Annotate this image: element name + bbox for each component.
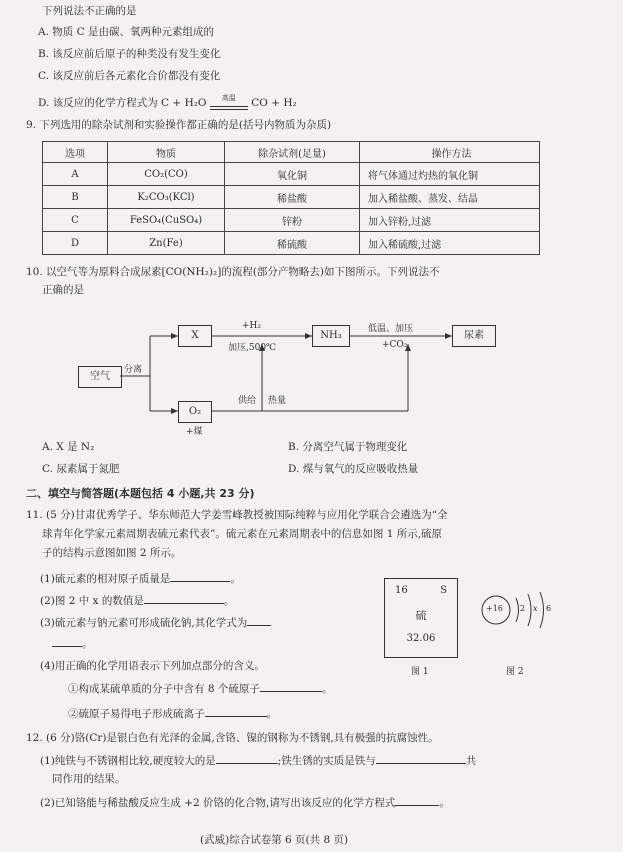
- q8-option-d-rhs: CO + H₂: [251, 97, 297, 109]
- coal-label: +煤: [186, 427, 203, 437]
- q10-option-b: B. 分离空气属于物理变化: [288, 441, 408, 453]
- q12-part1-cont: 同作用的结果。: [52, 773, 126, 785]
- separate-label: 分离: [124, 365, 143, 375]
- atomic-mass: 32.06: [406, 633, 436, 644]
- q12-part1-text: (1)纯铁与不锈钢相比较,硬度较大的是: [40, 755, 216, 767]
- q8-option-c: C. 该反应前后各元素化合价都没有变化: [38, 70, 221, 82]
- q9-stem: 9. 下列选用的除杂试剂和实验操作都正确的是(括号内物质为杂质): [26, 119, 332, 131]
- q11-part3-text: (3)硫元素与钠元素可形成硫化钠,其化学式为: [40, 617, 248, 629]
- element-symbol: S: [440, 585, 447, 596]
- q11-part4b-text: ②硫原子易得电子形成硫离子: [68, 708, 205, 720]
- section-title: 二、填空与简答题(本题包括 4 小题,共 23 分): [26, 487, 255, 500]
- period: 。: [82, 638, 93, 650]
- q11-part2-text: (2)图 2 中 x 的数值是: [40, 595, 144, 607]
- q11-part4b: [68, 706, 277, 721]
- q8-option-d-lhs: D. 该反应的化学方程式为 C + H₂O: [38, 97, 207, 109]
- nucleus-charge: +16: [486, 604, 503, 613]
- answer-blank[interactable]: [260, 681, 322, 692]
- table-cell: A: [43, 163, 108, 186]
- period: 。: [230, 573, 241, 585]
- table-cell: K₂CO₃(KCl): [108, 186, 225, 209]
- table-cell: 氧化铜: [225, 163, 360, 186]
- period: 。: [266, 708, 277, 720]
- o2-box: O₂: [178, 401, 212, 423]
- element-name: 硫: [415, 609, 427, 622]
- shell-electrons-2: x: [533, 604, 538, 613]
- period: 。: [321, 683, 333, 695]
- answer-blank[interactable]: [144, 593, 224, 604]
- answer-blank[interactable]: [395, 795, 439, 806]
- q11-line2: 球青年化学家元素周期表硫元素代表”。硫元素在元素周期表中的信息如图 1 所示,硫原: [42, 528, 443, 540]
- q11-part3-cont: [52, 636, 93, 651]
- table-cell: Zn(Fe): [108, 232, 225, 255]
- q10-stem-line2: 正确的是: [42, 284, 84, 296]
- table-header: 操作方法: [360, 142, 540, 163]
- q11-line3: 子的结构示意图如图 2 所示。: [42, 547, 182, 559]
- heat-label: 热量: [268, 396, 287, 406]
- answer-blank[interactable]: [247, 615, 271, 626]
- shell-electrons-3: 6: [546, 604, 552, 613]
- air-box: 空气: [78, 366, 122, 388]
- table-cell: FeSO₄(CuSO₄): [108, 209, 225, 232]
- q10-stem-line1: 10. 以空气等为原料合成尿素[CO(NH₂)₂]的流程(部分产物略去)如下图所示。下列说法不: [26, 266, 440, 278]
- q11-part1-text: (1)硫元素的相对原子质量是: [40, 573, 171, 585]
- figure1-caption: 图 1: [411, 667, 429, 677]
- table-cell: 将气体通过灼热的氧化铜: [360, 163, 540, 186]
- table-cell: B: [43, 186, 108, 209]
- table-cell: D: [43, 232, 108, 255]
- answer-blank[interactable]: [376, 753, 466, 764]
- figure2-caption: 图 2: [506, 667, 524, 677]
- q12-part1-text2: ;铁生锈的实质是铁与: [277, 755, 376, 767]
- q12-part1: [40, 753, 476, 768]
- answer-blank[interactable]: [52, 636, 82, 647]
- supply-label: 供给: [238, 396, 257, 406]
- atomic-number: 16: [395, 585, 408, 596]
- q11-part4a-text: ①构成某硫单质的分子中含有 8 个硫原子: [68, 683, 260, 695]
- co2-label: +CO₂: [382, 340, 408, 350]
- x-box: X: [178, 325, 212, 347]
- condition2-label: 低温、加压: [368, 324, 414, 334]
- condition1-label: 加压,500℃: [228, 343, 277, 353]
- q10-option-a: A. X 是 N₂: [42, 441, 95, 453]
- table-header: 除杂试剂(足量): [225, 142, 360, 163]
- q12-part2-text: (2)已知铬能与稀盐酸反应生成 +2 价铬的化合物,请写出该反应的化学方程式: [40, 797, 396, 809]
- reaction-condition: 高温: [221, 94, 236, 102]
- table-cell: 锌粉: [225, 209, 360, 232]
- answer-blank[interactable]: [216, 753, 278, 764]
- table-header: 物质: [108, 142, 225, 163]
- q11-line1: 11. (5 分)甘肃优秀学子、华东师范大学姜雪峰教授被国际纯粹与应用化学联合会遴选为“全: [26, 509, 448, 521]
- period: 。: [223, 595, 235, 607]
- q8-option-a: A. 物质 C 是由碳、氧两种元素组成的: [38, 26, 214, 38]
- table-cell: 加入锌粉,过滤: [360, 209, 540, 232]
- q11-part2: [40, 593, 234, 608]
- periodic-table-cell: [384, 578, 458, 658]
- q11-part1: [40, 571, 241, 586]
- answer-blank[interactable]: [205, 706, 267, 717]
- nh3-box: NH₃: [312, 325, 350, 347]
- q8-stem: 下列说法不正确的是: [42, 5, 137, 17]
- table-cell: 加入稀盐酸、蒸发、结晶: [360, 186, 540, 209]
- q8-option-b: B. 该反应前后原子的种类没有发生变化: [38, 48, 221, 60]
- q10-option-d: D. 煤与氧气的反应吸收热量: [288, 463, 419, 475]
- table-cell: 稀盐酸: [225, 186, 360, 209]
- q10-option-c: C. 尿素属于氮肥: [42, 463, 120, 475]
- table-cell: CO₂(CO): [108, 163, 225, 186]
- answer-blank[interactable]: [170, 571, 230, 582]
- q11-part3: [40, 615, 271, 630]
- table-header: 选项: [43, 142, 108, 163]
- page-footer: (武威)综合试卷第 6 页(共 8 页): [200, 834, 349, 846]
- h2-label: +H₂: [242, 321, 261, 331]
- table-cell: 加入稀硫酸,过滤: [360, 232, 540, 255]
- q12-line1: 12. (6 分)铬(Cr)是银白色有光泽的金属,含铬、镍的钢称为不锈钢,具有极强的抗腐蚀性。: [26, 732, 439, 744]
- shell-electrons-1: 2: [520, 604, 526, 613]
- period: 。: [439, 797, 450, 809]
- urea-box: 尿素: [452, 325, 496, 347]
- table-cell: 稀硫酸: [225, 232, 360, 255]
- q11-part4a: [68, 681, 332, 696]
- table-cell: C: [43, 209, 108, 232]
- q11-part4: (4)用正确的化学用语表示下列加点部分的含义。: [40, 660, 265, 672]
- q12-part2: [40, 795, 450, 810]
- q12-part1-text3: 共: [465, 755, 477, 767]
